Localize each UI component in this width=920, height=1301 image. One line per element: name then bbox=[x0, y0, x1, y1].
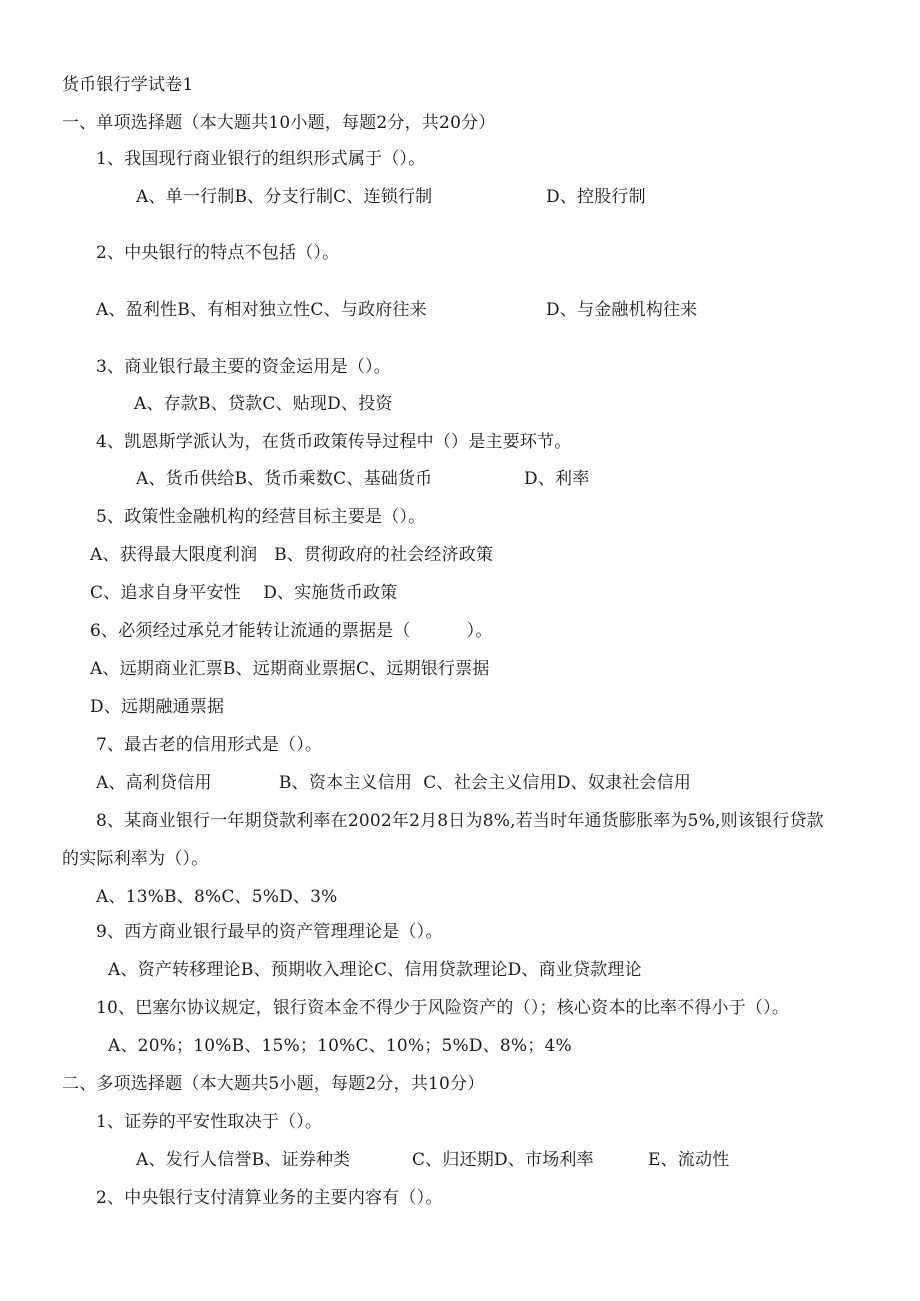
question-10-stem: 10、巴塞尔协议规定，银行资本金不得少于风险资产的（）；核心资本的比率不得小于（）。 bbox=[96, 998, 790, 1018]
question-1-stem: 1、我国现行商业银行的组织形式属于（）。 bbox=[96, 149, 426, 169]
question-6-stem: 6、必须经过承兑才能转让流通的票据是（ ）。 bbox=[90, 621, 493, 641]
mc-question-1-options-ab: A、发行人信誉B、证券种类 bbox=[136, 1150, 351, 1170]
question-6-option-d: D、远期融通票据 bbox=[90, 697, 225, 717]
section-1-heading: 一、单项选择题（本大题共10小题，每题2分，共20分） bbox=[62, 113, 496, 133]
question-2-options-abc: A、盈利性B、有相对独立性C、与政府往来 bbox=[96, 300, 427, 320]
question-5-stem: 5、政策性金融机构的经营目标主要是（）。 bbox=[96, 507, 426, 527]
question-4-stem: 4、凯恩斯学派认为，在货币政策传导过程中（）是主要环节。 bbox=[96, 432, 572, 452]
question-3-stem: 3、商业银行最主要的资金运用是（）。 bbox=[96, 357, 391, 377]
question-3-options: A、存款B、贷款C、贴现D、投资 bbox=[134, 394, 393, 414]
question-6-options-abc: A、远期商业汇票B、远期商业票据C、远期银行票据 bbox=[90, 659, 490, 679]
question-8-options: A、13%B、8%C、5%D、3% bbox=[96, 887, 338, 907]
question-1-option-d: D、控股行制 bbox=[546, 187, 646, 207]
question-1-options-abc: A、单一行制B、分支行制C、连锁行制 bbox=[136, 187, 433, 207]
mc-question-1-option-e: E、流动性 bbox=[648, 1150, 730, 1170]
question-2-option-d: D、与金融机构往来 bbox=[546, 300, 698, 320]
mc-question-1-options-cd: C、归还期D、市场利率 bbox=[412, 1150, 594, 1170]
question-4-options-abc: A、货币供给B、货币乘数C、基础货币 bbox=[136, 469, 433, 489]
question-9-options: A、资产转移理论B、预期收入理论C、信用贷款理论D、商业贷款理论 bbox=[108, 960, 642, 980]
question-8-stem-line-2: 的实际利率为（）。 bbox=[62, 849, 209, 869]
mc-question-1-stem: 1、证券的平安性取决于（）。 bbox=[96, 1112, 323, 1132]
section-2-heading: 二、多项选择题（本大题共5小题，每题2分，共10分） bbox=[62, 1074, 485, 1094]
question-8-stem-line-1: 8、某商业银行一年期贷款利率在2002年2月8日为8%,若当时年通货膨胀率为5%,则该银行贷款 bbox=[96, 811, 824, 831]
question-5-options-ab: A、获得最大限度利润 B、贯彻政府的社会经济政策 bbox=[90, 545, 494, 565]
exam-title: 货币银行学试卷1 bbox=[62, 75, 194, 95]
question-9-stem: 9、西方商业银行最早的资产管理理论是（）。 bbox=[96, 922, 443, 942]
question-2-stem: 2、中央银行的特点不包括（）。 bbox=[96, 243, 340, 263]
mc-question-2-stem: 2、中央银行支付清算业务的主要内容有（）。 bbox=[96, 1188, 443, 1208]
question-10-options: A、20%；10%B、15%；10%C、10%；5%D、8%；4% bbox=[108, 1036, 572, 1056]
question-4-option-d: D、利率 bbox=[524, 469, 590, 489]
question-7-stem: 7、最古老的信用形式是（）。 bbox=[96, 735, 323, 755]
question-7-options: A、高利贷信用 B、资本主义信用 C、社会主义信用D、奴隶社会信用 bbox=[96, 773, 692, 793]
question-5-options-cd: C、追求自身平安性 D、实施货币政策 bbox=[90, 583, 398, 603]
